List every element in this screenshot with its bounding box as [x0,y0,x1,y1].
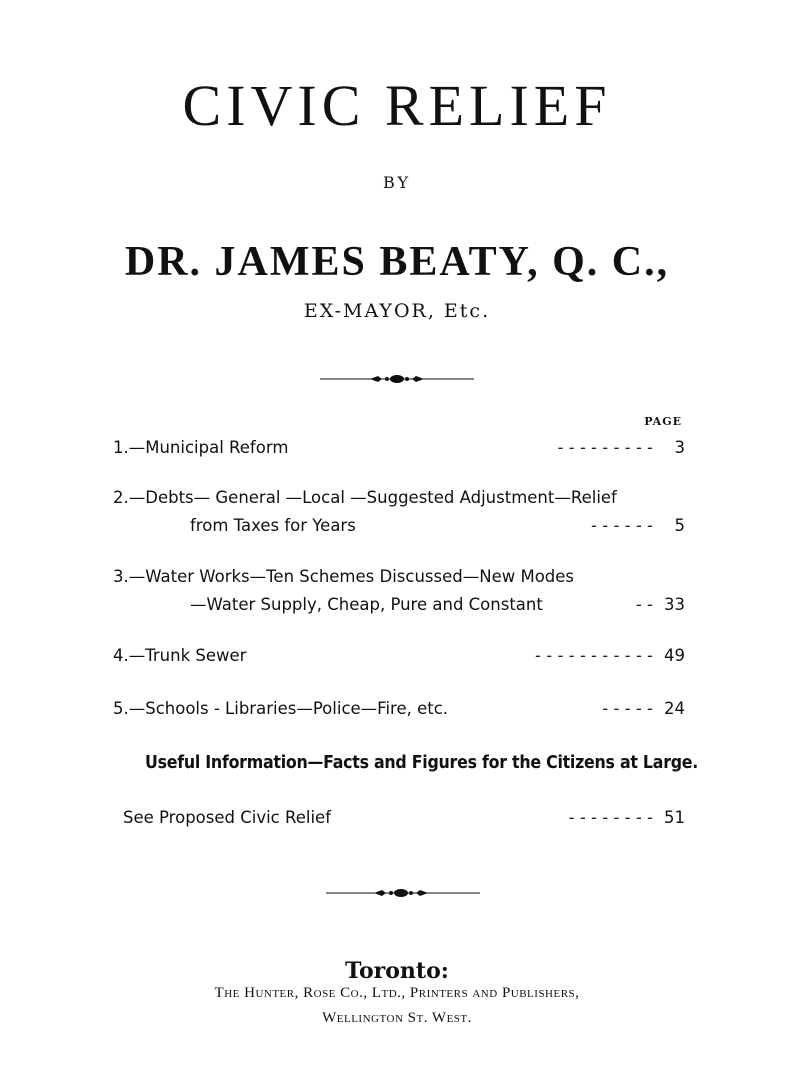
toc-page-number: 49 [664,646,685,665]
toc-page-number: 33 [664,595,685,614]
toc-leader: - - - - - - - - - [557,438,653,457]
toc-leader: - - [635,595,653,614]
toc-entry [113,699,685,718]
toc-entry-text: 5.—Schools - Libraries—Police—Fire, etc. [113,699,449,718]
toc-leader: - - - - - - - - - - - [535,646,653,665]
toc-entry-text: 2.—Debts— General —Local —Suggested Adjustment—Relief [113,488,617,507]
toc-page-number: 3 [674,438,685,457]
toc-entry-text: 3.—Water Works—Ten Schemes Discussed—New Modes [113,567,575,586]
toc-entry-text: —Water Supply, Cheap, Pure and Constant [190,595,543,614]
toc-entry-continuation [190,595,685,614]
toc-entry [113,438,685,457]
page-column-header: PAGE [644,415,682,428]
author-title: EX-MAYOR, Etc. [303,300,491,322]
toc-page-number: 51 [664,808,685,827]
ornament-divider-bottom [0,886,794,900]
page-title: CIVIC RELIEF [182,73,612,138]
toc-leader: - - - - - - - - [568,808,653,827]
toc-entry [123,808,685,827]
author-name: DR. JAMES BEATY, Q. C., [124,239,670,285]
imprint-publisher: The Hunter, Rose Co., Ltd., Printers and Publishers, [214,985,580,1001]
by-line: BY [382,173,412,192]
ornament-divider-top [0,372,794,386]
toc-entry [113,567,685,586]
toc-entry-continuation [190,516,685,535]
toc-entry-text: from Taxes for Years [190,516,356,535]
imprint-place: Toronto: [345,958,449,984]
useful-information-heading: Useful Information—Facts and Figures for the Citizens at Large. [145,752,699,773]
toc-entry-text: 4.—Trunk Sewer [113,646,247,665]
toc-leader: - - - - - - [591,516,653,535]
toc-page-number: 5 [674,516,685,535]
imprint-address: Wellington St. West. [322,1010,472,1026]
toc-entry [113,488,685,507]
toc-leader: - - - - - [602,699,653,718]
toc-entry-text: 1.—Municipal Reform [113,438,289,457]
toc-page-number: 24 [664,699,685,718]
toc-entry-text: See Proposed Civic Relief [123,808,332,827]
toc-entry [113,646,685,665]
